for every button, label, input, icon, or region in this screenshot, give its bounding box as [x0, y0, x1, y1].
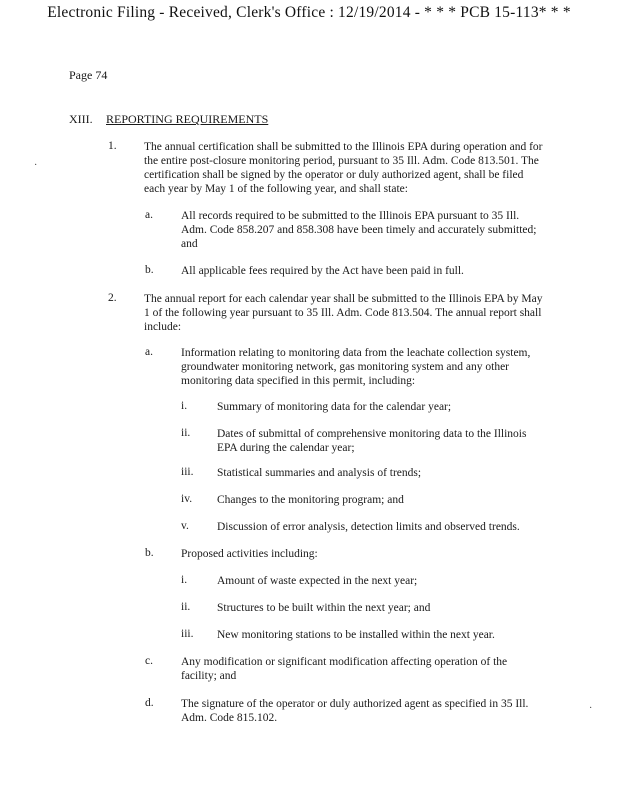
item-2a-v-number: v.: [181, 520, 189, 532]
item-2-text: The annual report for each calendar year shall be submitted to the Illinois EPA by May 1 of the following year pursuant to 35 Ill. Adm. Code 813.504. The annual report shall include:: [144, 293, 543, 333]
item-2d-text: The signature of the operator or duly authorized agent as specified in 35 Ill. Adm. Code 815.102.: [181, 698, 529, 724]
item-2b-i-number: i.: [181, 574, 188, 586]
filing-stamp-header: Electronic Filing - Received, Clerk's Office : 12/19/2014 - * * * PCB 15-113* * *: [47, 4, 571, 21]
item-2a-iv-text: Changes to the monitoring program; and: [217, 494, 404, 506]
item-2a-ii-number: ii.: [181, 427, 191, 439]
item-1-number: 1.: [108, 140, 117, 152]
section-title: REPORTING REQUIREMENTS: [106, 112, 269, 126]
item-1a-text: All records required to be submitted to the Illinois EPA pursuant to 35 Ill. Adm. Code 858.207 and 858.308 have been timely and accurately submitted; and: [181, 210, 537, 250]
item-2a-i-number: i.: [181, 400, 188, 412]
item-2b-iii-number: iii.: [181, 628, 194, 640]
item-2a-v-text: Discussion of error analysis, detection limits and observed trends.: [217, 521, 520, 533]
item-1b-number: b.: [145, 264, 154, 276]
item-2a-number: a.: [145, 346, 153, 358]
item-2a-text: Information relating to monitoring data from the leachate collection system, groundwater monitoring network, gas monitoring system and any other monitoring data specified in this permit, including:: [181, 347, 531, 387]
item-2a-i-text: Summary of monitoring data for the calendar year;: [217, 401, 452, 413]
item-2c-text: Any modification or significant modification affecting operation of the facility; and: [181, 656, 508, 682]
page-number: Page 74: [69, 68, 108, 82]
item-2b-number: b.: [145, 547, 154, 559]
item-2b-ii-number: ii.: [181, 601, 191, 613]
item-2a-iii-number: iii.: [181, 466, 194, 478]
item-1b-text: All applicable fees required by the Act have been paid in full.: [181, 265, 464, 277]
item-2d-number: d.: [145, 697, 154, 709]
item-1-text: The annual certification shall be submitted to the Illinois EPA during operation and for the entire post-closure monitoring period, pursuant to 35 Ill. Adm. Code 813.501. The certification shall be signed by the operator or duly authorized agent, shall be filed each year by May 1 of the following year, and shall state:: [144, 141, 543, 195]
item-2-number: 2.: [108, 292, 117, 304]
item-2b-i-text: Amount of waste expected in the next year;: [217, 575, 418, 587]
item-2a-iii-text: Statistical summaries and analysis of trends;: [217, 467, 422, 479]
item-1a-number: a.: [145, 209, 153, 221]
section-number: XIII.: [69, 112, 93, 126]
scan-speck: ·: [589, 703, 593, 714]
item-2b-text: Proposed activities including:: [181, 548, 318, 560]
item-2b-ii-text: Structures to be built within the next year; and: [217, 602, 431, 614]
item-2b-iii-text: New monitoring stations to be installed within the next year.: [217, 629, 495, 641]
item-2c-number: c.: [145, 655, 153, 667]
item-2a-iv-number: iv.: [181, 493, 193, 505]
item-2a-ii-text: Dates of submittal of comprehensive monitoring data to the Illinois EPA during the calendar year;: [217, 428, 527, 454]
scan-speck: ·: [34, 160, 38, 171]
